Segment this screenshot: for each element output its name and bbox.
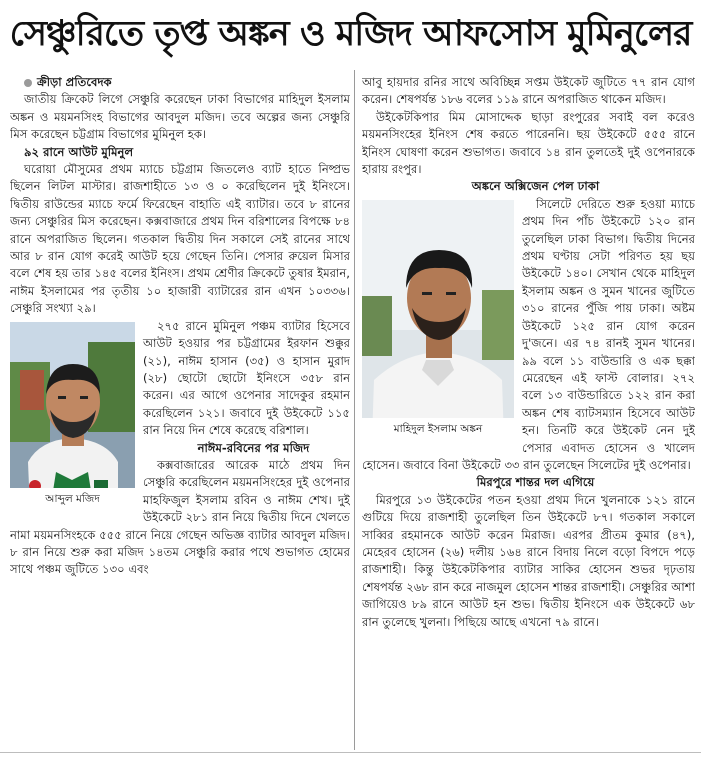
byline-text: ক্রীড়া প্রতিবেদক xyxy=(37,75,112,89)
paragraph-mominul: ঘরোয়া মৌসুমের প্রথম ম্যাচে চট্টগ্রাম জিতলেও ব্যাট হাতে নিষ্প্রভ ছিলেন লিটল মাস্টার। রাজশাহীতে ১৩ ও ০ করেছিলেন দুই ইনিংসে। দ্বিতীয় রাউন্ডের ম্যাচে ফর্মে ফিরেছেন বাহাতি এই ব্যাটার। তবে ৮ রানের জন্য সেঞ্চুরির মিস করেছেন। কক্সবাজারে প্রথম দিন বরিশালের বিপক্ষে ৮৪ রানে অপরাজিত ছিলেন। গতকাল দ্বিতীয় দিন সকালে সেই রানের সাথে আর ৮ রান যোগ করেই আউট হয়ে গেছেন তিনি। পেসার রুয়েল মিসার বলে শেষ হয় তার ১৪৫ বলের ইনিংস। প্রথম শ্রেণীর ক্রিকেটে তুষার ইমরান, নাঈম ইসলামের পর তৃতীয় ১০ হাজারী ব্যাটারের রান এখন ১০৩৩৬। সেঞ্চুরি সংখ্যা ২৯। xyxy=(10,162,350,316)
paragraph-majid-cont: আবু হায়দার রনির সাথে অবিচ্ছিন্ন সপ্তম উইকেট জুটিতে ৭৭ রান যোগ করেন। শেষপর্যন্ত ১৮৬ বলের ১১৯ রানে অপরাজিত থাকেন মজিদ। xyxy=(362,75,695,107)
bullet-dot-icon xyxy=(24,79,32,87)
left-column xyxy=(10,74,350,754)
bottom-rule xyxy=(0,752,701,753)
paragraph-mirpur: মিরপুরে ১৩ উইকেটের পতন হওয়া প্রথম দিনে খুলনাকে ১২১ রানে গুটিয়ে দিয়ে রাজশাহী তুলেছিল তিন উইকেটে ৮৭। গতকাল সকালে সাব্বির রহমানকে আউট করেন মিরাজ। এরপর প্রীতম কুমার (৪৭), মেহেরব হোসেন (২৬) দলীয় ১৬৪ রানে বিদায় নিলে বড়ো বিপদে পড়ে রাজশাহী। কিন্তু উইকেটকিপার ব্যাটার সাকির হোসেন শুভর দৃঢ়তায় শেষপর্যন্ত ২৬৮ রান করে নাজমুল হোসেন শান্তর রাজশাহী। সেঞ্চুরির আশা জাগিয়েও ৮৯ রানে আউট হন শুভ। দ্বিতীয় ইনিংসে এক উইকেটে ৬৮ রান তুলেছে খুলনা। পিছিয়ে আছে এখনো ৭৯ রানে। xyxy=(362,492,695,629)
subheading-mirpur: মিরপুরে শান্তর দল এগিয়ে xyxy=(476,475,595,490)
paragraph-majid: কক্সবাজারের আরেক মাঠে প্রথম দিন সেঞ্চুরি করেছিলেন ময়মনসিংহের দুই ওপেনার মাহফিজুল ইসলাম রবিন ও নাঈম শেখ। দুই উইকেটে ২৮১ রান নিয়ে দ্বিতীয় দিনে খেলতে নামা ময়মনসিংহকে ৫৫৫ রানে নিয়ে গেছেন অভিজ্ঞ ব্যাটার আবদুল মজিদ। ৮ রান নিয়ে শুরু করা মজিদ ১৪তম সেঞ্চুরি করার পথে শুভাগত হোমের সাথে পঞ্চম জুটিতে ১৩০ এবং xyxy=(10,457,350,577)
player-photo-ankon xyxy=(362,200,514,440)
headline: সেঞ্চুরিতে তৃপ্ত অঙ্কন ও মজিদ আফসোস মুমিনুলের xyxy=(9,14,692,54)
intro-paragraph: জাতীয় ক্রিকেট লিগে সেঞ্চুরি করেছেন ঢাকা বিভাগের মাহিদুল ইসলাম অঙ্কন ও ময়মনসিংহ বিভাগের আবদুল মজিদ। তবে অল্পের জন্য সেঞ্চুরি মিস করেছেন চট্টগ্রাম বিভাগের মুমিনুল হক। xyxy=(10,92,350,142)
subheading-majid: নাঈম-রবিনের পর মজিদ xyxy=(197,440,310,455)
paragraph-dhaka: সিলেটে দেরিতে শুরু হওয়া ম্যাচে প্রথম দিন পাঁচ উইকেটে ১২০ রান তুলেছিল ঢাকা বিভাগ। দ্বিতীয় দিনের প্রথম ঘণ্টায় সেটা পরিণত হয় ছয় উইকেটে ১৪০। সেখান থেকে মাহিদুল ইসলাম অঙ্কন ও সুমন খানের জুটিতে ৩১০ রানের পুঁজি পায় ঢাকা। অষ্টম উইকেটে ১২৫ রান যোগ করেন দু'জনে। এর ৭৪ রানই সুমন খানের। ৯৯ বলে ১১ বাউন্ডারি ও এক ছক্কা মেরেছেন এই ফাস্ট বোলার। ২৭২ বলে ১৩ বাউন্ডারিতে ১২২ রান করা অঙ্কন শেষ ব্যাটসম্যান হিসেবে আউট হন। তিনটি করে উইকেট নেন দুই পেসার এবাদত হোসেন ও খালেদ হোসেন। জবাবে বিনা উইকেটে ৩৩ রান তুলেছেন সিলেটের দুই ওপেনার। xyxy=(362,196,695,472)
right-column xyxy=(362,74,695,754)
paragraph-chattogram: ২৭৫ রানে মুমিনুল পঞ্চম ব্যাটার হিসেবে আউট হওয়ার পর চট্টগ্রামের ইরফান শুক্কুর (২১), নাঈম হাসান (৩৫) ও হাসান মুরাদ (২৮) ছোটো ছোটো ইনিংসে ৩৫৮ রান করেন। এর আগে ওপেনার সাদেকুর রহমান করেছিলেন ১২১। জবাবে দুই উইকেটে ১১৫ রান নিয়ে দিন শেষে করেছে বরিশাল। xyxy=(143,318,350,438)
byline xyxy=(10,74,350,91)
photo-mahidul-islam-ankon xyxy=(362,200,514,440)
caption-abdul-majid: আব্দুল মজিদ xyxy=(10,488,135,510)
photo-abdul-majid xyxy=(10,322,135,510)
player-photo-majid xyxy=(10,322,135,510)
subheading-dhaka: অঙ্কনে অক্সিজেন পেল ঢাকা xyxy=(471,179,600,194)
paragraph-rangpur: উইকেটকিপার মিম মোসাদ্দেক ছাড়া রংপুরের সবাই বল করেও ময়মনসিংহের ইনিংস শেষ করতে পারেননি। ছয় উইকেটে ৫৫৫ রানে ইনিংস ঘোষণা করেন শুভাগত। জবাবে ১৪ রান তুলতেই দুই ওপেনারকে হারায় রংপুর। xyxy=(362,109,695,177)
column-divider xyxy=(354,70,355,750)
subheading-mominul: ৯২ রানে আউট মুমিনুল xyxy=(24,144,134,159)
caption-ankon: মাহিদুল ইসলাম অঙ্কন xyxy=(362,418,514,440)
